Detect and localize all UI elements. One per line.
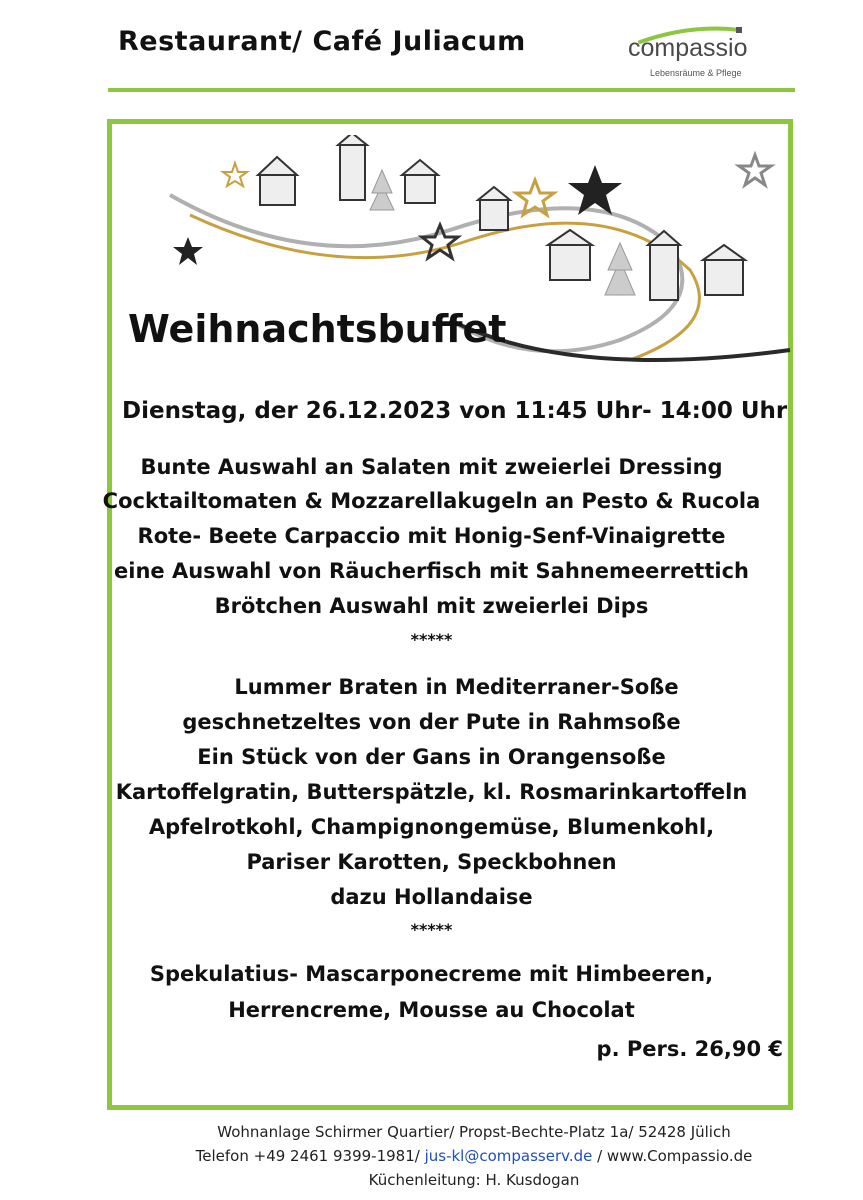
footer-address: Wohnanlage Schirmer Quartier/ Propst-Bechte-Platz 1a/ 52428 Jülich bbox=[217, 1123, 731, 1141]
dessert-item: Herrencreme, Mousse au Chocolat bbox=[228, 998, 635, 1022]
star-icon bbox=[223, 163, 247, 186]
footer-email-link[interactable]: jus-kl@compasserv.de bbox=[424, 1147, 593, 1165]
compassio-logo bbox=[628, 22, 758, 82]
main-item: Kartoffelgratin, Butterspätzle, kl. Rosmarinkartoffeln bbox=[115, 780, 748, 804]
star-icon bbox=[173, 237, 203, 265]
footer-phone: Telefon +49 2461 9399-1981/ bbox=[195, 1147, 425, 1165]
course-separator: ***** bbox=[410, 920, 453, 939]
logo-name: compassio bbox=[628, 34, 748, 62]
price-per-person: p. Pers. 26,90 € bbox=[596, 1037, 783, 1061]
logo-tagline: Lebensräume & Pflege bbox=[650, 68, 742, 78]
starter-item: Rote- Beete Carpaccio mit Honig-Senf-Vinaigrette bbox=[137, 524, 726, 548]
restaurant-name: Restaurant/ Café Juliacum bbox=[118, 26, 526, 57]
menu-title: Weihnachtsbuffet bbox=[128, 307, 507, 351]
starter-item: Brötchen Auswahl mit zweierlei Dips bbox=[214, 594, 649, 618]
main-item: dazu Hollandaise bbox=[330, 885, 533, 909]
footer-kitchen-lead: Küchenleitung: H. Kusdogan bbox=[368, 1171, 580, 1189]
house-icon bbox=[258, 135, 745, 300]
main-item: Ein Stück von der Gans in Orangensoße bbox=[197, 745, 666, 769]
course-separator: ***** bbox=[410, 630, 453, 649]
star-icon bbox=[739, 155, 771, 185]
footer-contact bbox=[0, 1147, 863, 1165]
main-item: geschnetzeltes von der Pute in Rahmsoße bbox=[182, 710, 681, 734]
event-date: Dienstag, der 26.12.2023 von 11:45 Uhr- 14:00 Uhr bbox=[122, 398, 788, 424]
main-item: Lummer Braten in Mediterraner-Soße bbox=[234, 675, 679, 699]
header-divider bbox=[108, 88, 795, 92]
starter-item: eine Auswahl von Räucherfisch mit Sahnemeerrettich bbox=[114, 559, 749, 583]
starter-item: Cocktailtomaten & Mozzarellakugeln an Pesto & Rucola bbox=[102, 489, 761, 513]
main-item: Pariser Karotten, Speckbohnen bbox=[246, 850, 617, 874]
footer-website: / www.Compassio.de bbox=[592, 1147, 753, 1165]
starter-item: Bunte Auswahl an Salaten mit zweierlei Dressing bbox=[140, 455, 723, 479]
main-item: Apfelrotkohl, Champignongemüse, Blumenkohl, bbox=[148, 815, 715, 839]
dessert-item: Spekulatius- Mascarponecreme mit Himbeeren, bbox=[149, 962, 714, 986]
